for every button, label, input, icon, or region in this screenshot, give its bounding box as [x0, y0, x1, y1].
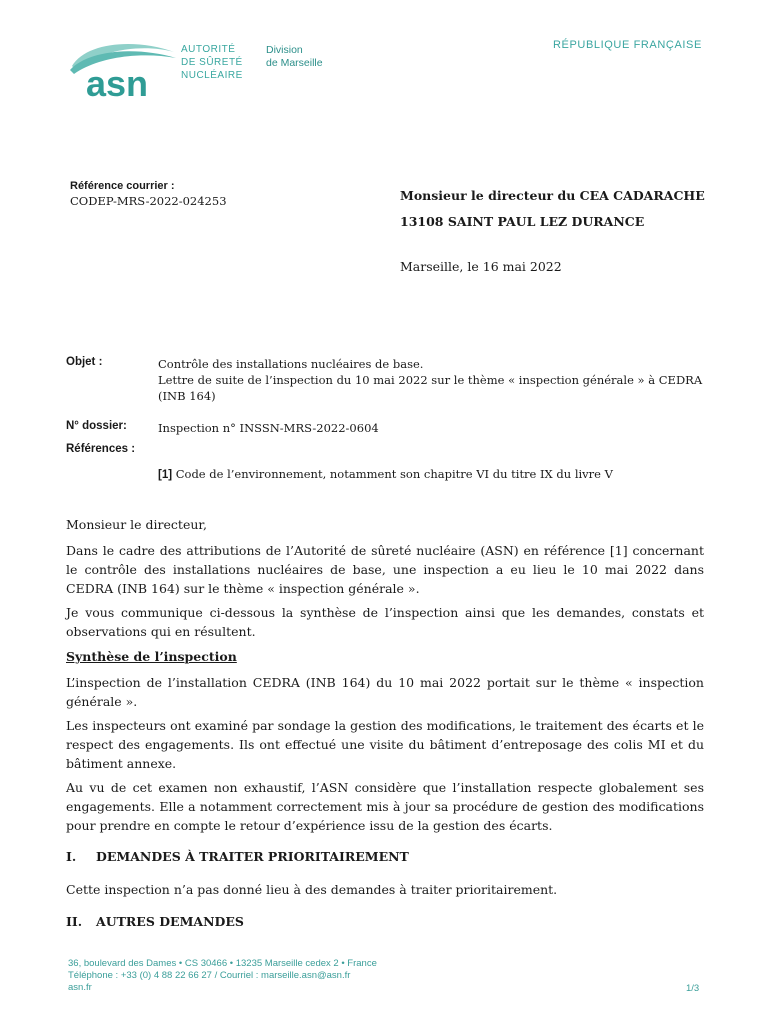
section-heading-2	[66, 914, 244, 929]
division-line-1: Division	[266, 44, 303, 56]
paragraph-synthesis-1: L’inspection de l’installation CEDRA (INB 164) du 10 mai 2022 portait sur le thème « inspection générale ».	[66, 675, 704, 709]
paragraph-intro: Dans le cadre des attributions de l’Autorité de sûreté nucléaire (ASN) en référence [1] concernant le contrôle des installations nucléaires de base, une inspection a eu lieu le 10 mai 2022 dans CEDRA (INB 164) sur le thème « inspection générale ».	[66, 543, 704, 596]
logo-text: asn	[86, 63, 149, 104]
synthesis-title: Synthèse de l’inspection	[66, 649, 237, 664]
division-label	[266, 44, 323, 70]
reference-marker: [1]	[158, 469, 173, 481]
footer-website: asn.fr	[68, 982, 92, 993]
section-title-2: AUTRES DEMANDES	[96, 914, 244, 929]
logo-line-2: DE SÛRETÉ	[181, 57, 243, 68]
reference-item-1	[158, 467, 613, 481]
asn-logo	[66, 36, 178, 106]
salutation: Monsieur le directeur,	[66, 517, 207, 532]
footer	[68, 958, 377, 994]
recipient-line-2: 13108 SAINT PAUL LEZ DURANCE	[400, 214, 645, 229]
objet-text	[158, 356, 718, 404]
logo-line-3: NUCLÉAIRE	[181, 70, 243, 81]
logo-caption	[181, 43, 243, 82]
objet-line-1: Contrôle des installations nucléaires de base.	[158, 357, 424, 371]
asn-logo-swoosh-icon	[66, 36, 178, 106]
section-heading-1	[66, 849, 409, 864]
division-line-2: de Marseille	[266, 57, 323, 69]
logo-line-1: AUTORITÉ	[181, 44, 236, 55]
letter-date: Marseille, le 16 mai 2022	[400, 259, 562, 274]
paragraph-synthesis-3: Au vu de cet examen non exhaustif, l’ASN considère que l’installation respecte globalement ses engagements. Elle a notamment correctement mis à jour sa procédure de gestion des modifications pour prendre en compte le retour d’expérience issu de la gestion des écarts.	[66, 780, 704, 833]
paragraph-priority: Cette inspection n’a pas donné lieu à des demandes à traiter prioritairement.	[66, 882, 558, 897]
reference-text: Code de l’environnement, notamment son chapitre VI du titre IX du livre V	[172, 467, 613, 481]
objet-label: Objet :	[66, 356, 103, 368]
dossier-value: Inspection n° INSSN-MRS-2022-0604	[158, 421, 379, 435]
paragraph-synthesis-2: Les inspecteurs ont examiné par sondage la gestion des modifications, le traitement des écarts et le respect des engagements. Ils ont effectué une visite du bâtiment d’entreposage des colis MI et du bâtiment annexe.	[66, 718, 704, 771]
footer-contact: Téléphone : +33 (0) 4 88 22 66 27 / Courriel : marseille.asn@asn.fr	[68, 970, 351, 981]
reference-value: CODEP-MRS-2022-024253	[70, 194, 227, 208]
recipient-line-1: Monsieur le directeur du CEA CADARACHE	[400, 188, 705, 203]
reference-label: Référence courrier :	[70, 180, 175, 192]
section-number-1: I.	[66, 849, 77, 864]
section-title-1: DEMANDES À TRAITER PRIORITAIREMENT	[96, 849, 409, 864]
section-number-2: II.	[66, 914, 83, 929]
objet-line-2: Lettre de suite de l’inspection du 10 mai 2022 sur le thème « inspection générale » à CEDRA (INB 164)	[158, 373, 703, 403]
references-label: Références :	[66, 443, 136, 455]
page-number: 1/3	[686, 983, 700, 994]
paragraph-communication: Je vous communique ci-dessous la synthèse de l’inspection ainsi que les demandes, constats et observations qui en résultent.	[66, 605, 704, 639]
republic-label: RÉPUBLIQUE FRANÇAISE	[553, 39, 702, 51]
footer-address: 36, boulevard des Dames • CS 30466 • 13235 Marseille cedex 2 • France	[68, 958, 377, 969]
dossier-label: N° dossier:	[66, 420, 127, 432]
